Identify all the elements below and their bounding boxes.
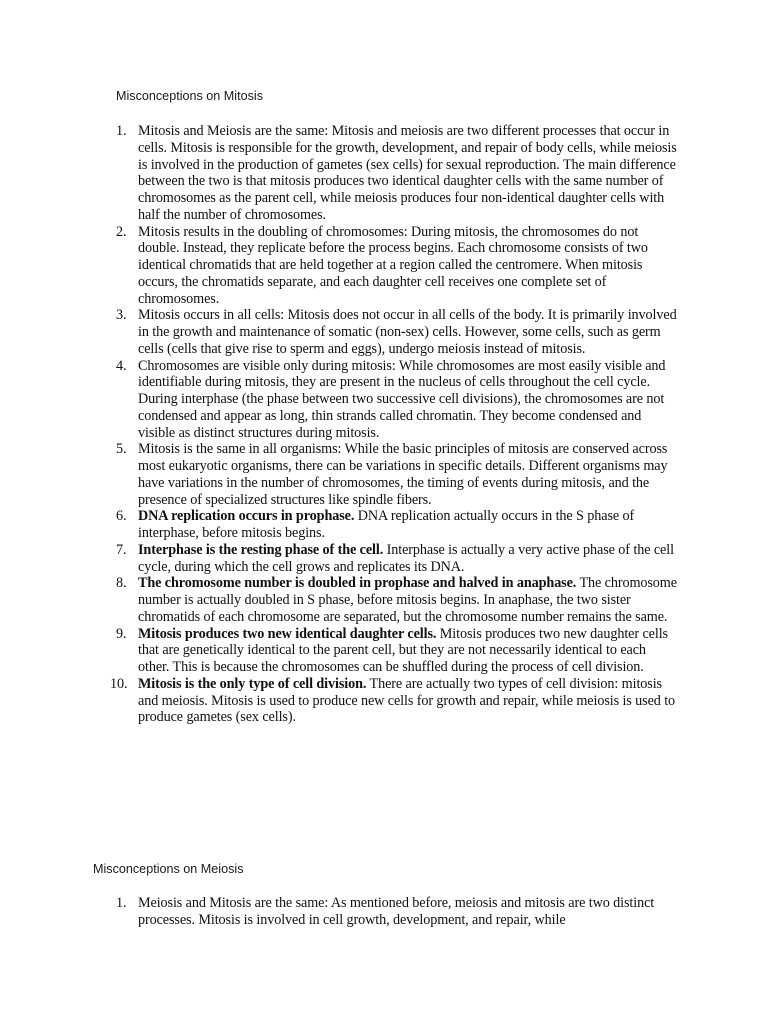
item-text: Chromosomes are visible only during mitosis: While chromosomes are most easily visible and identifiable during mitosis, they are present in the nucleus of cells throughout the cell cycle. During interphase (the phase between two successive cell divisions), the chromosomes are not condensed and appear as long, thin strands called chromatin. They become condensed and visible as distinct structures during mitosis. [138, 357, 666, 441]
list-item [0, 123, 678, 224]
item-text: There are actually two types of cell division: mitosis and meiosis. Mitosis is used to produce new cells for growth and repair, while meiosis is used to produce gametes (sex cells). [138, 675, 676, 726]
list-item [0, 441, 678, 508]
item-number: 10. [110, 675, 128, 692]
item-text: Meiosis and Mitosis are the same: As mentioned before, meiosis and mitosis are two distinct processes. Mitosis is involved in cell growth, development, and repair, while [138, 895, 655, 928]
item-text: Mitosis produces two new daughter cells that are genetically identical to the parent cell, but they are not necessarily identical to each other. This is because the chromosomes can be shuffled during the process of cell division. [138, 625, 668, 675]
section-heading-mitosis: Misconceptions on Mitosis [116, 89, 263, 103]
item-bold-claim: The chromosome number is doubled in prophase and halved in anaphase. [138, 575, 577, 592]
item-text: Mitosis is the same in all organisms: While the basic principles of mitosis are conserved across most eukaryotic organisms, there can be variations in specific details. Different organisms may have variations in the number of chromosomes, the timing of events during mitosis, and the presence of specialized structures like spindle fibers. [138, 441, 668, 508]
item-text: The chromosome number is actually doubled in S phase, before mitosis begins. In anaphase, the two sister chromatids of each chromosome are separated, but the chromosome number remains the same. [138, 575, 677, 625]
item-text: Mitosis results in the doubling of chromosomes: During mitosis, the chromosomes do not double. Instead, they replicate before the process begins. Each chromosome consists of two identical chromatids that are held together at a region called the centromere. When mitosis occurs, the chromatids separate, and each daughter cell receives one complete set of chromosomes. [138, 223, 648, 307]
item-text: Interphase is actually a very active phase of the cell cycle, during which the cell grows and replicates its DNA. [138, 541, 674, 575]
item-text: DNA replication actually occurs in the S phase of interphase, before mitosis begins. [138, 508, 635, 541]
item-text: Mitosis and Meiosis are the same: Mitosis and meiosis are two different processes that occur in cells. Mitosis is responsible for the growth, development, and repair of body cells, while meiosis is involved in the production of gametes (sex cells) for sexual reproduction. The main difference between the two is that mitosis produces two identical daughter cells with the same number of chromosomes as the parent cell, while meiosis produces four non-identical daughter cells with half the number of chromosomes. [138, 123, 677, 223]
list-item [0, 575, 678, 625]
item-text: Mitosis occurs in all cells: Mitosis does not occur in all cells of the body. It is primarily involved in the growth and maintenance of somatic (non-sex) cells. However, some cells, such as germ cells (cells that give rise to sperm and eggs), undergo meiosis instead of mitosis. [138, 307, 677, 357]
list-item [0, 224, 678, 308]
item-number: 7. [116, 541, 127, 558]
list-item [0, 358, 678, 442]
item-number: 9. [116, 625, 127, 642]
item-number: 6. [116, 508, 127, 525]
item-bold-claim: DNA replication occurs in prophase. [138, 508, 355, 525]
list-item [0, 307, 678, 357]
list-item [0, 508, 678, 542]
item-number: 2. [116, 223, 127, 240]
section-heading-meiosis: Misconceptions on Meiosis [93, 862, 244, 876]
item-number: 8. [116, 575, 127, 592]
item-bold-claim: Interphase is the resting phase of the cell. [138, 541, 384, 558]
item-number: 1. [116, 895, 127, 911]
list-item [0, 676, 678, 726]
list-item [0, 626, 678, 676]
item-bold-claim: Mitosis produces two new identical daughter cells. [138, 625, 437, 642]
item-number: 5. [116, 441, 127, 458]
mitosis-misconceptions-list [0, 123, 678, 726]
item-bold-claim: Mitosis is the only type of cell division. [138, 675, 367, 692]
meiosis-misconceptions-list [0, 895, 678, 929]
item-number: 3. [116, 307, 127, 324]
item-number: 1. [116, 123, 127, 139]
item-number: 4. [116, 357, 127, 374]
list-item [0, 542, 678, 576]
list-item [0, 895, 678, 929]
